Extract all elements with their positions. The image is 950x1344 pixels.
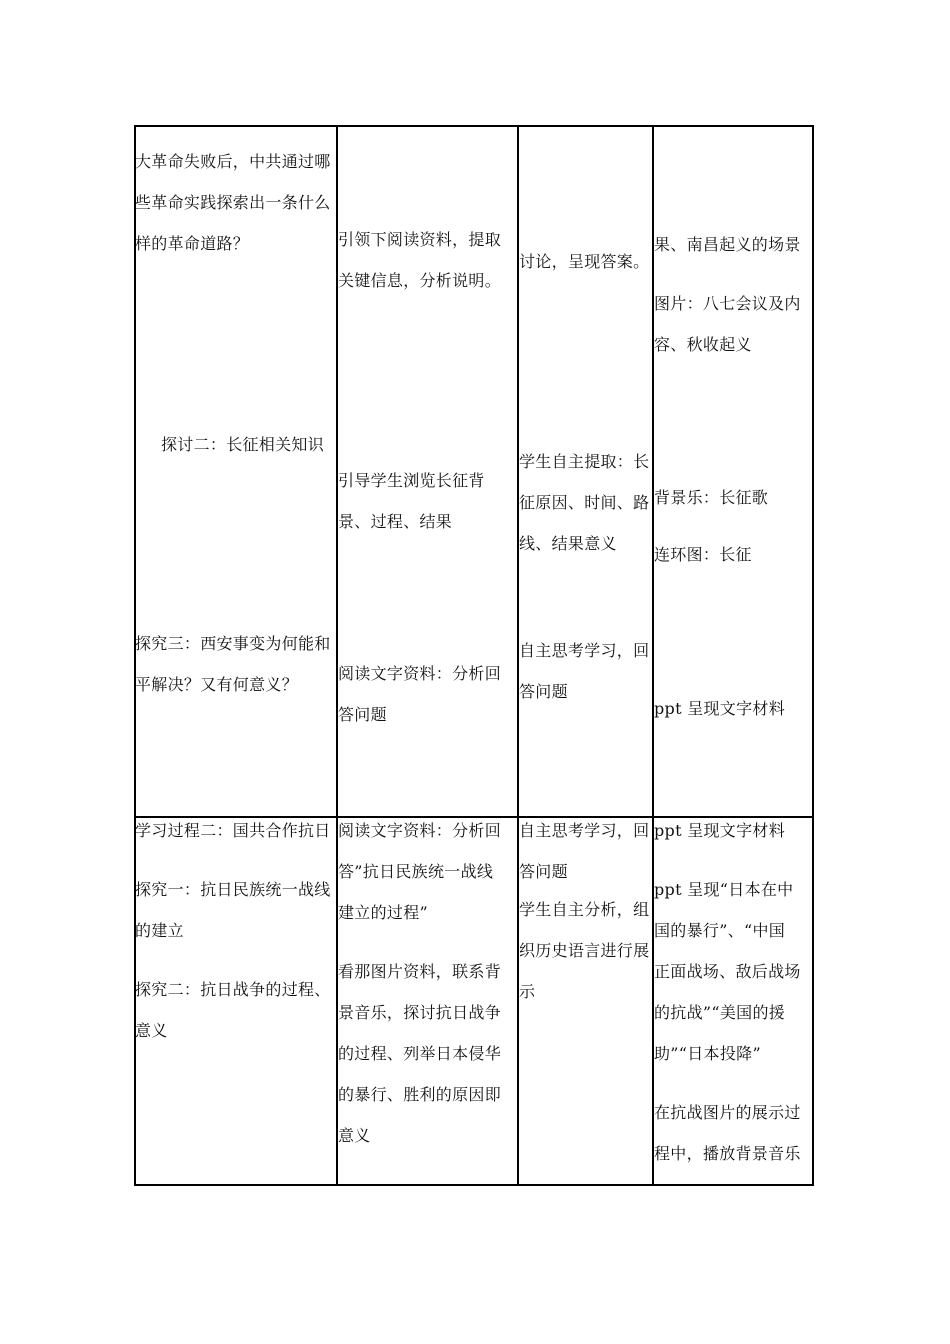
cell-text: 答问题 — [338, 705, 387, 724]
cell-text: 引导学生浏览长征背 — [338, 471, 485, 490]
cell-text: ppt 呈现文字材料 — [654, 699, 786, 718]
cell-text: 阅读文字资料：分析回 — [338, 821, 502, 840]
cell-text: 引领下阅读资料，提取 — [338, 230, 502, 249]
cell-text: 示 — [519, 982, 536, 1001]
cell-text: 答问题 — [519, 862, 568, 881]
cell-text: 探究二：抗日战争的过程、 — [135, 980, 331, 999]
cell-text: 在抗战图片的展示过 — [654, 1103, 801, 1122]
cell-text: 自主思考学习，回 — [519, 821, 650, 840]
cell-text: 正面战场、敌后战场 — [654, 962, 801, 981]
cell-text: 探究三：西安事变为何能和 — [135, 634, 331, 653]
cell-text: 些革命实践探索出一条什么 — [135, 193, 331, 212]
cell-text: 阅读文字资料：分析回 — [338, 664, 502, 683]
cell-text: 的过程、列举日本侵华 — [338, 1044, 502, 1063]
cell-text: 意义 — [135, 1021, 168, 1040]
cell-text: 探讨二：长征相关知识 — [161, 435, 325, 454]
cell-text: 看那图片资料，联系背 — [338, 962, 502, 981]
cell-text: 国的暴行”、“中国 — [654, 921, 786, 940]
cell-text: 线、结果意义 — [519, 534, 617, 553]
cell-text: 意义 — [338, 1126, 371, 1145]
cell-text: ppt 呈现文字材料 — [654, 821, 786, 840]
cell-text: 织历史语言进行展 — [519, 941, 650, 960]
cell-text: 答问题 — [519, 682, 568, 701]
cell-text: 背景乐：长征歌 — [654, 488, 769, 507]
cell-text: 果、南昌起义的场景 — [654, 235, 801, 254]
cell-text: 探究一：抗日民族统一战线 — [135, 880, 331, 899]
cell-text: 的建立 — [135, 921, 184, 940]
cell-text: 容、秋收起义 — [654, 335, 752, 354]
cell-text: 讨论，呈现答案。 — [519, 252, 650, 271]
cell-text: 景、过程、结果 — [338, 512, 453, 531]
cell-text: 程中，播放背景音乐 — [654, 1144, 801, 1163]
cell-text: 平解决？又有何意义？ — [135, 675, 299, 694]
cell-text: 景音乐，探讨抗日战争 — [338, 1003, 502, 1022]
cell-text: 建立的过程” — [338, 903, 428, 922]
cell-text: 连环图：长征 — [654, 545, 752, 564]
cell-text: 图片：八七会议及内 — [654, 294, 801, 313]
cell-text: 学生自主提取：长 — [519, 452, 650, 471]
cell-text: 样的革命道路？ — [135, 234, 250, 253]
cell-text: 的抗战”“美国的援 — [654, 1003, 786, 1022]
cell-text: 助”“日本投降” — [654, 1044, 761, 1063]
cell-text: ppt 呈现“日本在中 — [654, 880, 794, 899]
cell-text: 的暴行、胜利的原因即 — [338, 1085, 502, 1104]
cell-text: 关键信息，分析说明。 — [338, 271, 502, 290]
cell-text: 学生自主分析，组 — [519, 900, 650, 919]
cell-text: 学习过程二：国共合作抗日 — [135, 821, 331, 840]
cell-text: 大革命失败后，中共通过哪 — [135, 152, 331, 171]
cell-text: 自主思考学习，回 — [519, 641, 650, 660]
cell-text: 征原因、时间、路 — [519, 493, 650, 512]
cell-text: 答”抗日民族统一战线 — [338, 862, 494, 881]
